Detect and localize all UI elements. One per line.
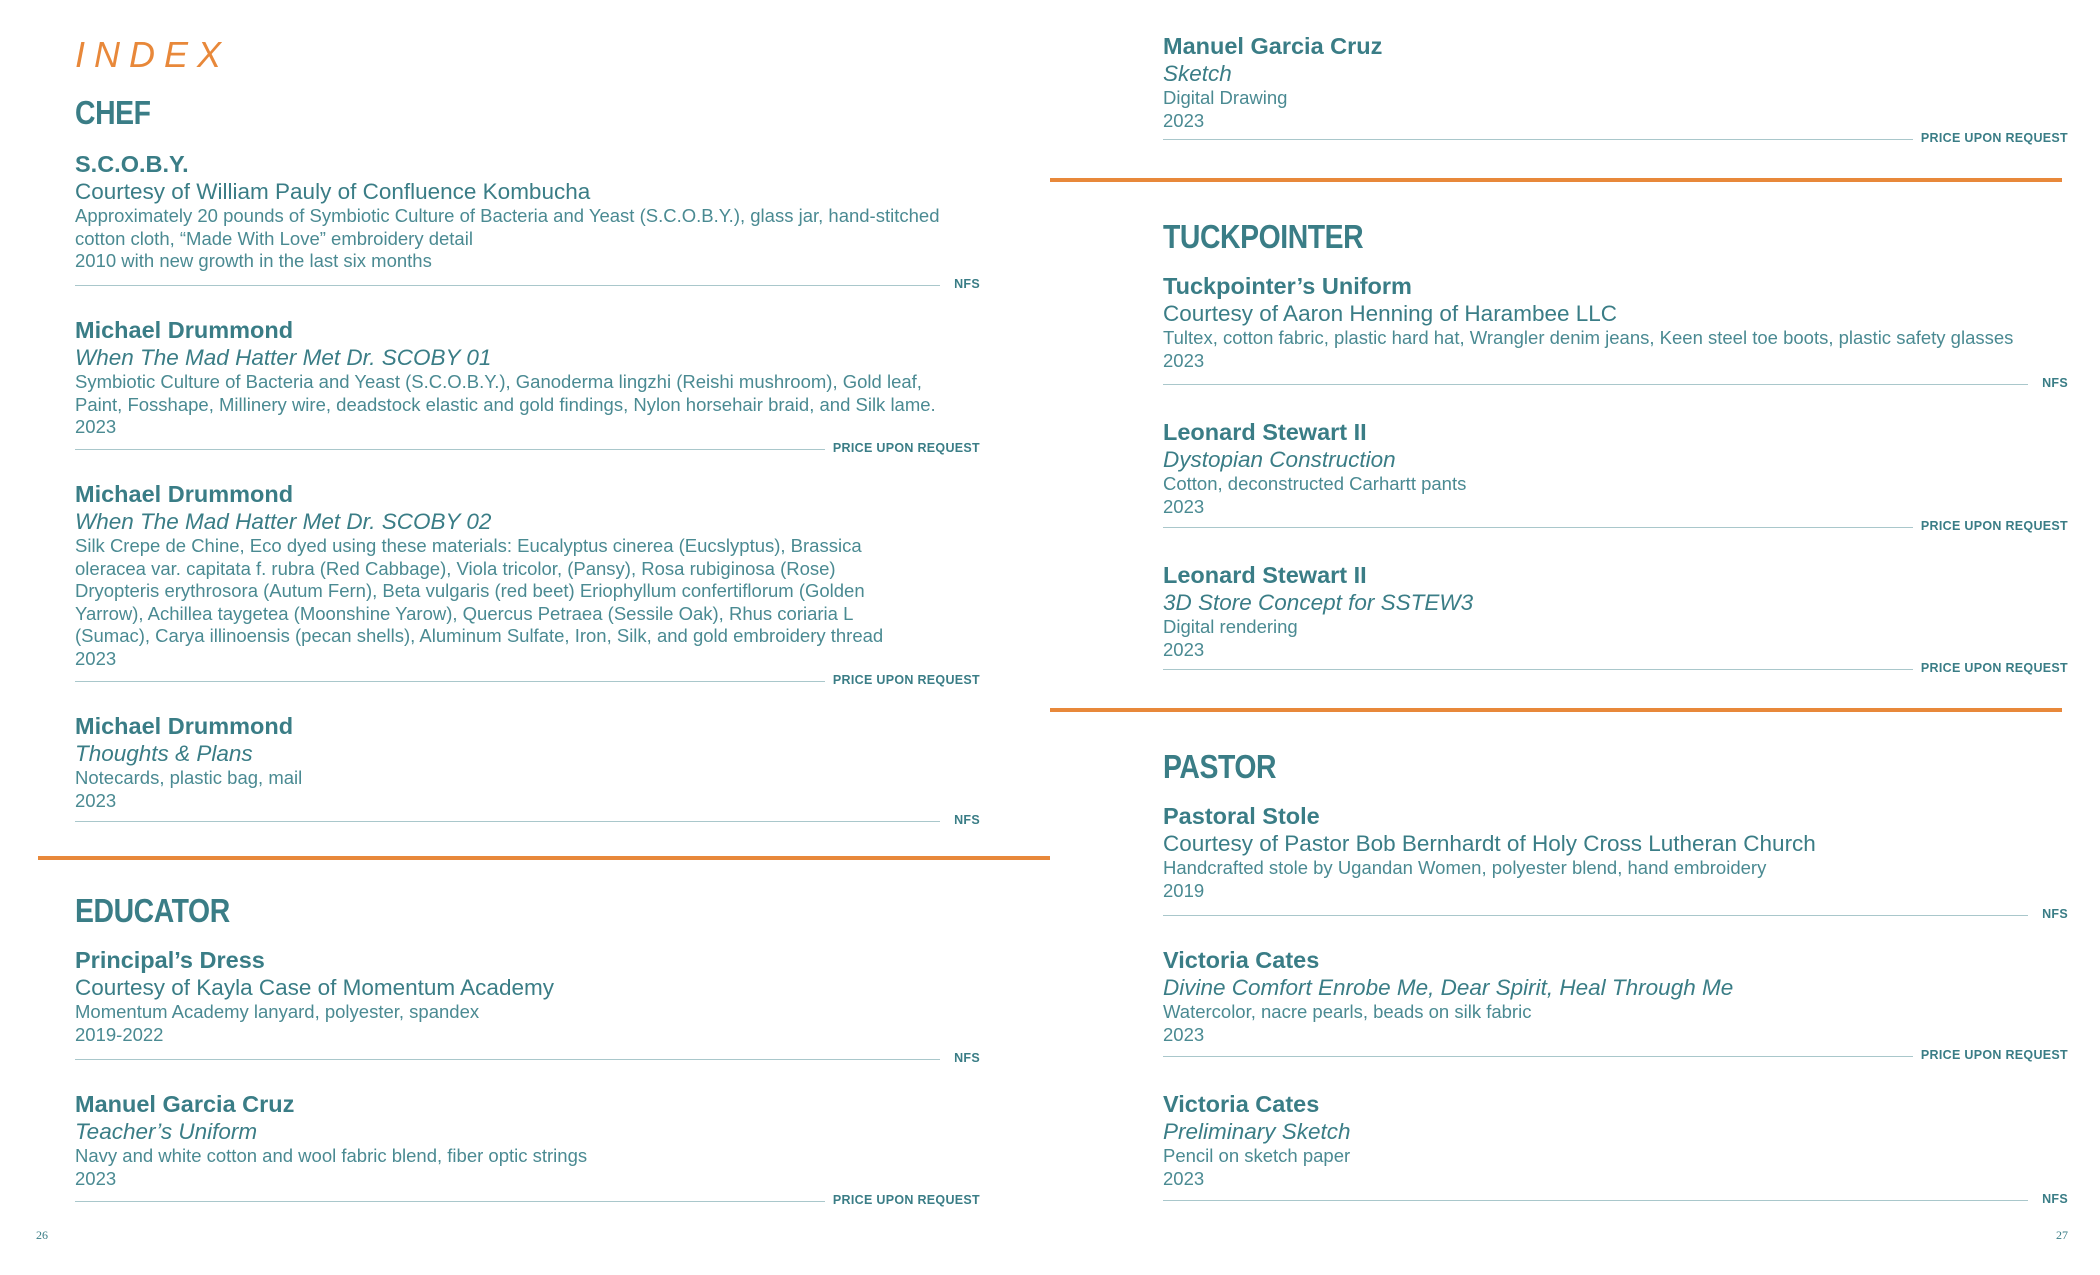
price-label: PRICE UPON REQUEST — [832, 441, 980, 455]
entry-name: Tuckpointer’s Uniform — [1163, 273, 1412, 299]
entry-credit: Courtesy of William Pauly of Confluence Kombucha — [75, 179, 591, 204]
description-line: Paint, Fosshape, Millinery wire, deadstock elastic and gold findings, Nylon horsehair braid, and Silk lame. — [75, 393, 936, 415]
price-label: NFS — [2042, 376, 2068, 390]
price-row — [75, 1050, 980, 1070]
description-line: Digital Drawing — [1163, 87, 1288, 108]
price-label: NFS — [2042, 1192, 2068, 1206]
entry-title: Dystopian Construction — [1163, 447, 1396, 472]
page-number: 26 — [36, 1228, 48, 1242]
section-heading-pastor: PASTOR — [1163, 748, 1277, 785]
description-line: Watercolor, nacre pearls, beads on silk fabric — [1163, 1001, 1532, 1022]
description-line: Tultex, cotton fabric, plastic hard hat, Wrangler denim jeans, Keen steel toe boots, plastic safety glasses — [1163, 327, 2014, 348]
description-line: Notecards, plastic bag, mail — [75, 767, 303, 788]
entry-description — [75, 1145, 980, 1168]
entry-description — [75, 767, 980, 790]
rule-line — [75, 681, 825, 682]
entry-name: Manuel Garcia Cruz — [75, 1091, 295, 1117]
entry-name: S.C.O.B.Y. — [75, 151, 189, 177]
description-line: Digital rendering — [1163, 616, 1298, 637]
index-entry — [1163, 272, 2068, 372]
index-entry — [1163, 1090, 2068, 1190]
price-label: NFS — [954, 1051, 980, 1065]
rule-line — [75, 821, 940, 822]
price-label: PRICE UPON REQUEST — [832, 1193, 980, 1207]
entry-year: 2023 — [1163, 495, 1205, 517]
price-row — [1163, 375, 2068, 395]
rule-line — [1163, 1200, 2028, 1201]
section-heading-chef: CHEF — [75, 94, 151, 131]
price-label: PRICE UPON REQUEST — [1920, 519, 2068, 533]
page-number: 27 — [2056, 1228, 2068, 1242]
price-row — [75, 1192, 980, 1212]
rule-line — [1163, 1056, 1913, 1057]
index-entry — [75, 946, 980, 1046]
description-line: Cotton, deconstructed Carhartt pants — [1163, 473, 1467, 494]
entry-year: 2023 — [75, 789, 117, 811]
entry-year: 2023 — [1163, 1167, 1205, 1189]
description-line: cotton cloth, “Made With Love” embroidery detail — [75, 227, 473, 249]
entry-name: Victoria Cates — [1163, 1091, 1320, 1117]
rule-line — [75, 1059, 940, 1060]
entry-name: Michael Drummond — [75, 481, 294, 507]
entry-name: Leonard Stewart II — [1163, 562, 1367, 588]
entry-description — [75, 535, 980, 648]
price-row — [1163, 906, 2068, 926]
entry-description — [75, 371, 980, 416]
price-row — [75, 812, 980, 832]
entry-description — [1163, 616, 2068, 639]
entry-year: 2023 — [1163, 109, 1205, 131]
entry-description — [75, 205, 980, 250]
entry-name: Victoria Cates — [1163, 947, 1320, 973]
description-line: (Sumac), Carya illinoensis (pecan shells), Aluminum Sulfate, Iron, Silk, and gold embroidery thread — [75, 625, 884, 646]
entry-name: Michael Drummond — [75, 317, 294, 343]
entry-description — [1163, 1145, 2068, 1168]
entry-description — [75, 1001, 980, 1024]
index-entry — [1163, 32, 2068, 132]
entry-title: Sketch — [1163, 61, 1232, 86]
entry-name: Pastoral Stole — [1163, 803, 1320, 829]
entry-title: 3D Store Concept for SSTEW3 — [1163, 590, 1474, 615]
price-label: PRICE UPON REQUEST — [832, 673, 980, 687]
entry-credit: Courtesy of Pastor Bob Bernhardt of Holy Cross Lutheran Church — [1163, 831, 1816, 856]
section-heading-tuckpointer: TUCKPOINTER — [1163, 218, 1364, 255]
entry-description — [1163, 327, 2068, 350]
index-entry — [75, 316, 980, 439]
price-label: PRICE UPON REQUEST — [1920, 1048, 2068, 1062]
entry-description — [1163, 473, 2068, 496]
entry-year: 2019-2022 — [75, 1023, 164, 1045]
price-row — [1163, 660, 2068, 680]
description-line: Silk Crepe de Chine, Eco dyed using these materials: Eucalyptus cinerea (Eucslyptus), Brassica — [75, 535, 862, 556]
entry-title: Divine Comfort Enrobe Me, Dear Spirit, Heal Through Me — [1163, 975, 1734, 1000]
description-line: Navy and white cotton and wool fabric blend, fiber optic strings — [75, 1145, 588, 1166]
rule-line — [1163, 915, 2028, 916]
description-line: oleracea var. capitata f. rubra (Red Cabbage), Viola tricolor, (Pansy), Rosa rubiginosa (Rose) — [75, 557, 836, 579]
entry-name: Manuel Garcia Cruz — [1163, 33, 1383, 59]
price-row — [75, 672, 980, 692]
index-entry — [1163, 561, 2068, 661]
price-label: NFS — [2042, 907, 2068, 921]
index-entry — [1163, 802, 2068, 902]
index-entry — [75, 1090, 980, 1190]
entry-name: Leonard Stewart II — [1163, 419, 1367, 445]
section-heading-educator: EDUCATOR — [75, 892, 230, 929]
section-divider — [1050, 708, 2062, 712]
description-line: Handcrafted stole by Ugandan Women, polyester blend, hand embroidery — [1163, 857, 1767, 878]
rule-line — [75, 285, 940, 286]
index-entry — [75, 480, 980, 670]
index-entry — [75, 150, 980, 273]
entry-year: 2023 — [1163, 349, 1205, 371]
price-label: NFS — [954, 277, 980, 291]
description-line: Symbiotic Culture of Bacteria and Yeast (S.C.O.B.Y.), Ganoderma lingzhi (Reishi mushroom), Gold leaf, — [75, 371, 922, 392]
index-entry — [75, 712, 980, 812]
entry-description — [1163, 87, 2068, 110]
entry-name: Principal’s Dress — [75, 947, 265, 973]
entry-year: 2023 — [1163, 638, 1205, 660]
description-line: Yarrow), Achillea taygetea (Moonshine Yarow), Quercus Petraea (Sessile Oak), Rhus coriaria L — [75, 602, 854, 624]
description-line: Pencil on sketch paper — [1163, 1145, 1351, 1166]
entry-year: 2023 — [75, 647, 117, 669]
rule-line — [75, 1201, 825, 1202]
index-title: INDEX — [75, 34, 231, 75]
index-entry — [1163, 946, 2068, 1046]
entry-title: Teacher’s Uniform — [75, 1119, 258, 1144]
rule-line — [75, 449, 825, 450]
price-row — [1163, 130, 2068, 150]
price-label: PRICE UPON REQUEST — [1920, 661, 2068, 675]
right-page — [1050, 0, 2100, 1275]
entry-year: 2010 with new growth in the last six months — [75, 250, 432, 271]
index-entry — [1163, 418, 2068, 518]
entry-year: 2023 — [75, 416, 117, 437]
price-row — [75, 276, 980, 296]
entry-title: Preliminary Sketch — [1163, 1119, 1351, 1144]
description-line: Momentum Academy lanyard, polyester, spandex — [75, 1001, 480, 1022]
entry-credit: Courtesy of Aaron Henning of Harambee LLC — [1163, 301, 1618, 326]
rule-line — [1163, 384, 2028, 385]
entry-year: 2023 — [75, 1167, 117, 1189]
entry-title: When The Mad Hatter Met Dr. SCOBY 01 — [75, 345, 492, 370]
price-label: PRICE UPON REQUEST — [1920, 131, 2068, 145]
entry-description — [1163, 1001, 2068, 1024]
entry-title: When The Mad Hatter Met Dr. SCOBY 02 — [75, 509, 492, 534]
rule-line — [1163, 527, 1913, 528]
entry-year: 2023 — [1163, 1023, 1205, 1045]
price-row — [1163, 1047, 2068, 1067]
entry-description — [1163, 857, 2068, 880]
section-divider — [1050, 178, 2062, 182]
entry-credit: Courtesy of Kayla Case of Momentum Academy — [75, 975, 554, 1000]
entry-year: 2019 — [1163, 879, 1205, 901]
description-line: Approximately 20 pounds of Symbiotic Culture of Bacteria and Yeast (S.C.O.B.Y.), glass jar, hand-stitched — [75, 205, 940, 226]
section-divider — [38, 856, 1050, 860]
entry-title: Thoughts & Plans — [75, 741, 253, 766]
description-line: Dryopteris erythrosora (Autum Fern), Beta vulgaris (red beet) Eriophyllum confertiflorum (Golden — [75, 580, 865, 601]
rule-line — [1163, 139, 1913, 140]
entry-name: Michael Drummond — [75, 713, 294, 739]
price-row — [1163, 518, 2068, 538]
price-row — [75, 440, 980, 460]
price-label: NFS — [954, 813, 980, 827]
price-row — [1163, 1191, 2068, 1211]
rule-line — [1163, 669, 1913, 670]
